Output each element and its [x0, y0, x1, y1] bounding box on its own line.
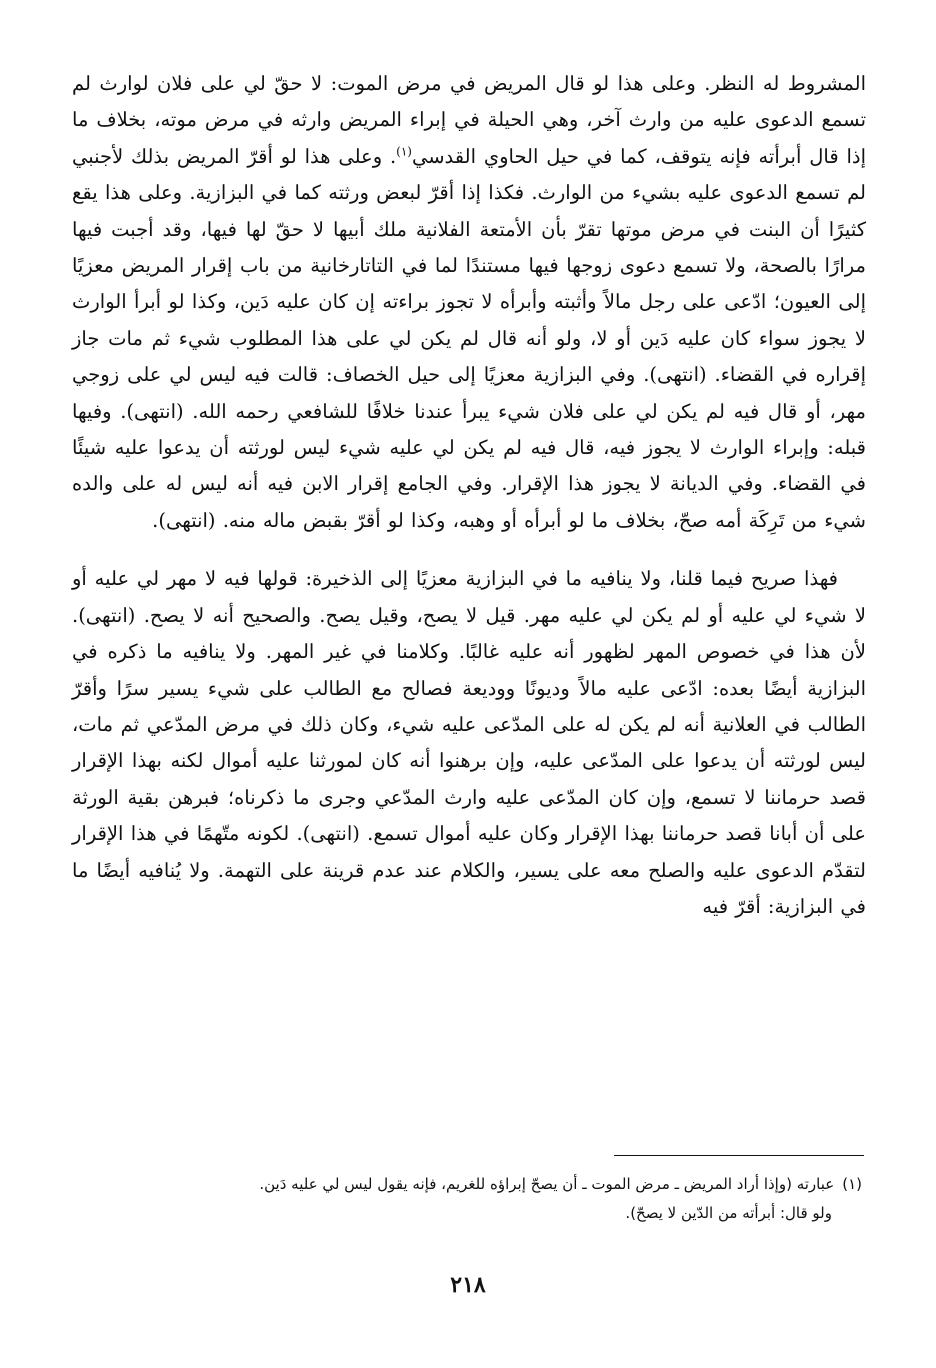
footnote-separator	[614, 1155, 864, 1156]
page-number: ٢١٨	[450, 1272, 486, 1298]
paragraph-1-text-b: . وعلى هذا لو أقرّ المريض بذلك لأجنبي لم تسمع الدعوى عليه بشيء من الوارث. فكذا إذا أقرّ لبعض ورثته كما في البزازية. وعلى هذا يقع كثيرًا أن البنت في مرض موتها تقرّ بأن الأمتعة الفلانية ملك أبيها لا حقّ لها فيها، وقد أجبت فيها مرارًا بالصحة، ولا تسمع دعوى زوجها فيها مستندًا لما في التاتارخانية من باب إقرار المريض معزيًا إلى العيون؛ ادّعى على رجل مالاً وأثبته وأبرأه لا تجوز براءته إن كان عليه دَين، وكذا لو أبرأ الوارث لا يجوز سواء كان عليه دَين أو لا، ولو أنه قال لم يكن لي على هذا المطلوب شيء ثم مات جاز إقراره في القضاء. (انتهى). وفي البزازية معزيًا إلى حيل الخصاف: قالت فيه ليس لي على زوجي مهر، أو قال فيه لم يكن لي على فلان شيء يبرأ عندنا خلافًا للشافعي رحمه الله. (انتهى). وفيها قبله: وإبراء الوارث لا يجوز فيه، قال فيه لم يكن لي عليه شيء ليس لورثته أن يدعوا عليه شيئًا في القضاء. وفي الديانة لا يجوز هذا الإقرار. وفي الجامع إقرار الابن فيه أنه ليس له على والده شيء من تَرِكَة أمه صحّ، بخلاف ما لو أبرأه أو وهبه، وكذا لو أقرّ بقبض ماله منه. (انتهى).	[72, 144, 866, 532]
page-body	[72, 66, 866, 925]
paragraph-1	[72, 66, 866, 539]
footnote-reference-mark: (١)	[396, 144, 412, 159]
footnote	[72, 1170, 862, 1228]
footnote-line-2: ولو قال: أبرأته من الدّين لا يصحّ).	[625, 1204, 832, 1222]
paragraph-1-text-a: المشروط له النظر. وعلى هذا لو قال المريض في مرض الموت: لا حقّ لي على فلان لوارث لم تسمع الدعوى عليه من وارث آخر، وهي الحيلة في إبراء المريض وارثه في مرض موته، بخلاف ما إذا قال أبرأته فإنه يتوقف، كما في حيل الحاوي القدسي	[72, 72, 866, 168]
footnote-number: (١)	[842, 1175, 862, 1193]
footnote-line-1: عبارته (وإذا أراد المريض ـ مرض الموت ـ أن يصحّ إبراؤه للغريم، فإنه يقول ليس لي عليه دَين.	[259, 1175, 835, 1193]
paragraph-2: فهذا صريح فيما قلنا، ولا ينافيه ما في البزازية معزيًا إلى الذخيرة: قولها فيه لا مهر لي عليه أو لا شيء لي عليه أو لم يكن لي عليه مهر. قيل لا يصح، وقيل يصح. والصحيح أنه لا يصح. (انتهى). لأن هذا في خصوص المهر لظهور أنه عليه غالبًا. وكلامنا في غير المهر. ولا ينافيه ما ذكره في البزازية أيضًا بعده: ادّعى عليه مالاً وديونًا ووديعة فصالح مع الطالب على شيء يسير سرًا وأقرّ الطالب في العلانية أنه لم يكن له على المدّعى عليه شيء، وكان ذلك في مرض المدّعي ثم مات، ليس لورثته أن يدعوا على المدّعى عليه، وإن برهنوا أنه كان لمورثنا عليه أموال لكنه بهذا الإقرار قصد حرماننا لا تسمع، وإن كان المدّعى عليه وارث المدّعي وجرى ما ذكرناه؛ فبرهن بقية الورثة على أن أبانا قصد حرماننا بهذا الإقرار وكان عليه أموال تسمع. (انتهى). لكونه متّهمًا في هذا الإقرار لتقدّم الدعوى عليه والصلح معه على يسير، والكلام عند عدم قرينة على التهمة. ولا يُنافيه أيضًا ما في البزازية: أقرّ فيه	[72, 567, 866, 918]
